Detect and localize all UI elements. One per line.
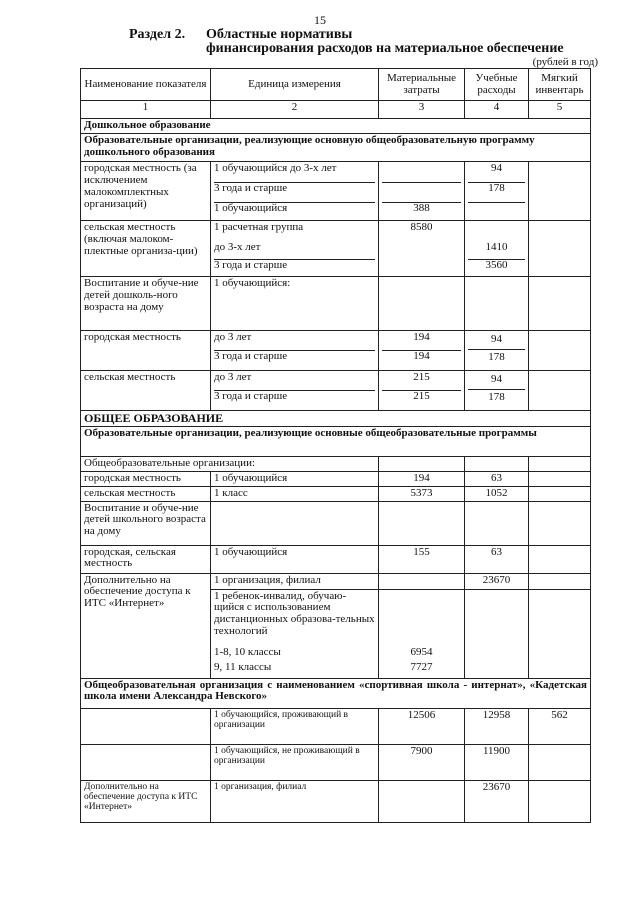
unit-line: 1 обучающийся [214, 201, 288, 214]
material-cell [379, 161, 465, 220]
table-row [81, 161, 591, 220]
unit-cell [211, 330, 379, 370]
col-header-indicator: Наименование показателя [81, 69, 211, 101]
section-title-sport: Общеобразовательная организация с наименованием «спортивная школа - интернат», «Кадетская школа имени Александра Невского» [81, 678, 591, 708]
col-header-unit: Единица измерения [211, 69, 379, 101]
unit-cell: 1 обучающийся, не проживающий в организации [211, 744, 379, 780]
soft-cell [529, 573, 591, 589]
col-header-soft: Мягкий инвентарь [529, 69, 591, 101]
table-row [81, 486, 591, 501]
row-label: Воспитание и обуче-ние детей дошколь-ного возраста на дому [81, 276, 211, 330]
col-header-material: Материальные затраты [379, 69, 465, 101]
section-label: Раздел 2. [129, 27, 186, 42]
table-header-row [81, 69, 591, 101]
educational-cell [465, 589, 529, 678]
row-label: Воспитание и обуче-ние детей школьного возраста на дому [81, 501, 211, 545]
educational-cell: 63 [465, 545, 529, 573]
unit-line: до 3-х лет [214, 242, 375, 260]
table-row [81, 471, 591, 486]
material-cell: 5373 [379, 486, 465, 501]
table-row [81, 573, 591, 589]
section-row [81, 678, 591, 708]
value-line: 388 [413, 201, 430, 214]
row-label [81, 744, 211, 780]
educational-cell [465, 370, 529, 410]
table-row [81, 780, 591, 822]
soft-cell: 562 [529, 708, 591, 744]
unit-cell: 1 обучающийся, проживающий в организации [211, 708, 379, 744]
value-line: 178 [488, 390, 505, 403]
value-line: 94 [468, 163, 525, 183]
units-note: (рублей в год) [532, 56, 598, 68]
row-label: сельская местность [81, 486, 211, 501]
material-cell: 8580 [379, 220, 465, 276]
unit-line: 3 года и старше [214, 349, 288, 362]
material-cell [379, 330, 465, 370]
section-title-general: ОБЩЕЕ ОБРАЗОВАНИЕ [81, 410, 591, 426]
row-label: городская, сельская местность [81, 545, 211, 573]
unit-line: до 3 лет [214, 332, 375, 351]
section-row [81, 119, 591, 134]
value-line: 194 [382, 332, 461, 351]
soft-cell [529, 589, 591, 678]
value-line: 7727 [410, 660, 433, 673]
material-cell: 12506 [379, 708, 465, 744]
row-label: городская местность [81, 330, 211, 370]
value-line: 94 [468, 372, 525, 390]
educational-cell [465, 161, 529, 220]
row-label: городская местность [81, 471, 211, 486]
value-line: 6954 [410, 645, 433, 658]
unit-cell: 1 обучающийся: [211, 276, 379, 330]
unit-line: 1 расчетная группа [214, 220, 304, 233]
value-line: 178 [488, 350, 505, 363]
soft-cell [529, 501, 591, 545]
unit-cell [211, 370, 379, 410]
table-row [81, 744, 591, 780]
soft-cell [529, 370, 591, 410]
unit-line: 1 обучающийся до 3-х лет [214, 163, 375, 183]
row-label: Дополнительно на обеспечение доступа к ИТС «Интернет» [81, 573, 211, 678]
material-cell: 155 [379, 545, 465, 573]
table-row [81, 708, 591, 744]
unit-cell: 1 обучающийся [211, 471, 379, 486]
row-label: Дополнительно на обеспечение доступа к ИТС «Интернет» [81, 780, 211, 822]
educational-cell: 1052 [465, 486, 529, 501]
section-row [81, 426, 591, 456]
section-row [81, 410, 591, 426]
soft-cell [529, 276, 591, 330]
unit-cell: 1 класс [211, 486, 379, 501]
educational-cell: 23670 [465, 780, 529, 822]
norms-table [80, 68, 591, 823]
table-row [81, 220, 591, 276]
unit-line: до 3 лет [214, 372, 375, 391]
educational-cell [465, 501, 529, 545]
material-cell [379, 573, 465, 589]
heading-line-1: Областные нормативы [206, 27, 353, 42]
soft-cell [529, 330, 591, 370]
material-cell [379, 276, 465, 330]
value-line [382, 163, 461, 183]
educational-cell [465, 220, 529, 276]
educational-cell: 63 [465, 471, 529, 486]
unit-cell: 1 организация, филиал [211, 780, 379, 822]
soft-cell [529, 780, 591, 822]
table-row [81, 330, 591, 370]
value-line: 1410 [468, 242, 525, 260]
section-subtitle-general: Образовательные организации, реализующие основные общеобразовательные программы [81, 426, 591, 456]
value-line [468, 222, 525, 242]
educational-cell: 23670 [465, 573, 529, 589]
col-number: 5 [529, 101, 591, 119]
educational-cell: 12958 [465, 708, 529, 744]
value-line: 215 [413, 389, 430, 402]
value-line: 3560 [485, 258, 508, 271]
row-label: сельская местность [81, 370, 211, 410]
unit-cell [211, 501, 379, 545]
unit-line: 1-8, 10 классы [214, 645, 281, 658]
page-number: 15 [314, 13, 326, 27]
material-cell [379, 780, 465, 822]
material-cell: 7900 [379, 744, 465, 780]
material-cell [379, 456, 465, 471]
value-line: 215 [382, 372, 461, 391]
soft-cell [529, 486, 591, 501]
soft-cell [529, 161, 591, 220]
value-line [382, 183, 461, 203]
row-label [81, 708, 211, 744]
table-row [81, 501, 591, 545]
section-subtitle-preschool: Образовательные организации, реализующие основную общеобразовательную программу дошкольного образования [81, 133, 591, 161]
material-cell [379, 370, 465, 410]
value-line: 94 [468, 332, 525, 350]
unit-cell: 1 организация, филиал [211, 573, 379, 589]
educational-cell [465, 456, 529, 471]
unit-cell [211, 589, 379, 678]
educational-cell [465, 276, 529, 330]
unit-line: 9, 11 классы [214, 660, 272, 673]
unit-cell: 1 обучающийся [211, 545, 379, 573]
soft-cell [529, 744, 591, 780]
soft-cell [529, 545, 591, 573]
col-number-row [81, 101, 591, 119]
table-row [81, 545, 591, 573]
educational-cell [465, 330, 529, 370]
section-title-preschool: Дошкольное образование [81, 119, 591, 134]
col-number: 1 [81, 101, 211, 119]
unit-line: 1 ребенок-инвалид, обучаю-щийся с использованием дистанционных образова-тельных технологий [214, 589, 375, 638]
value-line [468, 203, 525, 219]
col-header-educational: Учебные расходы [465, 69, 529, 101]
soft-cell [529, 456, 591, 471]
row-label: сельская местность (включая малоком-плектные организа-ции) [81, 220, 211, 276]
unit-cell [211, 161, 379, 220]
educational-cell: 11900 [465, 744, 529, 780]
col-number: 2 [211, 101, 379, 119]
soft-cell [529, 220, 591, 276]
table-row [81, 370, 591, 410]
heading-line-2: финансирования расходов на материальное обеспечение [206, 41, 564, 56]
material-cell: 194 [379, 471, 465, 486]
table-row [81, 456, 591, 471]
value-line: 194 [413, 349, 430, 362]
value-line: 178 [468, 183, 525, 203]
col-number: 3 [379, 101, 465, 119]
unit-cell [211, 220, 379, 276]
unit-line: 3 года и старше [214, 258, 288, 271]
section-row [81, 133, 591, 161]
row-label: Общеобразовательные организации: [81, 456, 379, 471]
row-label: городская местность (за исключением малокомплектных организаций) [81, 161, 211, 220]
unit-line: 3 года и старше [214, 389, 288, 402]
material-cell [379, 589, 465, 678]
soft-cell [529, 471, 591, 486]
table-row [81, 276, 591, 330]
material-cell [379, 501, 465, 545]
col-number: 4 [465, 101, 529, 119]
unit-line: 3 года и старше [214, 183, 375, 203]
